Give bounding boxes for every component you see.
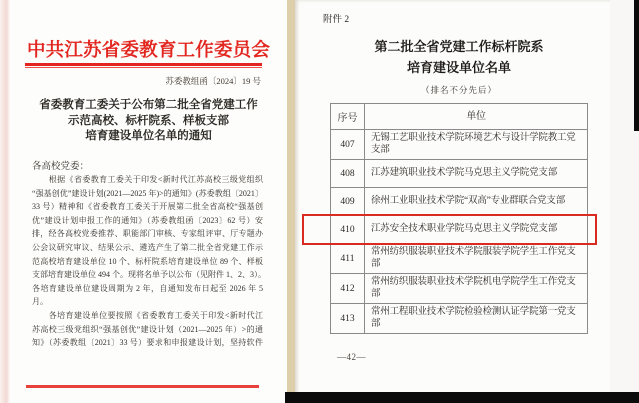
ranking-note: （排名不分先后） (420, 85, 497, 95)
body-line: 优”建设计划申报工作的通知》（苏委教组函〔2023〕62 号）安 (32, 215, 263, 225)
row-serial: 409 (331, 188, 365, 215)
body-line: 公会议研究审议、结果公示、遴选产生了第二批全省党建工作示 (32, 242, 263, 252)
row-unit-name: 徐州工业职业技术学院“双高”专业群联合党支部 (371, 195, 566, 206)
body-line: 支部培育建设单位 494 个。现将名单予以公布（见附件 1、2、3）。 (32, 270, 266, 280)
row-serial: 408 (331, 160, 365, 187)
row-unit-name: 常州工程职业技术学院检验检测认证学院第一党支部 (371, 307, 576, 329)
body-line: 苏高校三级党组织“强基创优”建设计划（2021—2025 年）>的通 (32, 324, 263, 334)
table-row (331, 159, 587, 187)
table-row (331, 187, 587, 215)
unit-table-body (331, 129, 587, 333)
table-row (331, 243, 587, 273)
body-line: 各培育建设单位建设周期为 2 年，自通知发布日起至 2026 年 5 (32, 283, 263, 293)
attachment-title-line1: 第二批全省党建工作标杆院系 (374, 39, 544, 54)
page-number: —42— (337, 352, 366, 362)
salutation: 各高校党委： (32, 162, 90, 172)
notice-title-line2: 示范高校、标杆院系、样板支部 (68, 114, 229, 127)
body-line: 月。 (32, 297, 48, 307)
attachment-label: 附件 2 (323, 15, 350, 25)
red-rule-thick (25, 63, 262, 66)
photo-black-edge-top (634, 0, 639, 131)
unit-table (330, 103, 588, 334)
red-separator-line (25, 63, 262, 68)
masthead-title: 中共江苏省委教育工作委员会 (26, 41, 271, 61)
body-line: 范高校培育建设单位 10 个、标杆院系培育建设单位 89 个、样板 (32, 256, 263, 266)
row-serial: 411 (331, 244, 365, 273)
notice-title-line3: 培育建设单位名单的通知 (85, 130, 212, 142)
body-line: “强基创优”建设计划(2021—2025 年)>的通知》(苏委教组〔2021〕 (32, 188, 263, 198)
row-unit-name: 无锡工艺职业技术学院环境艺术与设计学院教工党支部 (371, 133, 576, 155)
notice-title-line1: 省委教育工委关于公布第二批全省党建工作 (39, 99, 258, 111)
row-unit-name: 常州纺织服装职业技术学院机电学院学生工作党支部 (371, 277, 576, 299)
attachment-page (295, 0, 610, 403)
footer-red-line (26, 385, 259, 388)
body-line: 根据《省委教育工委关于印发<新时代江苏高校三级党组织 (32, 175, 263, 184)
table-row (331, 273, 587, 303)
page-gap (287, 0, 295, 392)
photo-left-edge (0, 0, 10, 403)
row-unit-name: 江苏安全技术职业学院马克思主义学院党支部 (371, 223, 558, 234)
table-row (331, 303, 587, 333)
red-rule-thin (25, 67, 262, 68)
row-serial: 410 (331, 216, 365, 243)
body-line: 知》（苏委教组〔2021〕33 号）要求和申报建设计划，坚持软件 (32, 338, 263, 348)
row-unit-name: 江苏建筑职业技术学院马克思主义学院党支部 (371, 167, 558, 178)
notice-body (32, 173, 266, 350)
notice-title (10, 98, 287, 145)
table-header-row (331, 104, 587, 129)
body-line: 各培育建设单位要按照《省委教育工委关于印发<新时代江 (32, 310, 263, 320)
body-line: 排，经各高校党委推荐、职能部门审核、专家组评审、厅专题办 (32, 229, 263, 239)
table-row (331, 129, 587, 159)
row-unit-name: 常州纺织服装职业技术学院服装学院学生工作党支部 (371, 247, 576, 269)
header-unit: 单位 (466, 110, 486, 122)
header-serial: 序号 (331, 104, 365, 129)
document-number: 苏委教组函〔2024〕19 号 (165, 76, 261, 86)
photo-black-edge-bottom (285, 392, 639, 403)
row-serial: 412 (331, 274, 365, 303)
table-row-highlighted (331, 215, 587, 243)
attachment-title-line2: 培育建设单位名单 (406, 60, 511, 75)
notice-page (10, 0, 287, 403)
row-serial: 413 (331, 304, 365, 333)
attachment-title (330, 36, 588, 78)
row-serial: 407 (331, 130, 365, 159)
body-line: 33 号）精神和《省委教育工委关于开展第二批全省高校“强基创 (32, 202, 263, 212)
